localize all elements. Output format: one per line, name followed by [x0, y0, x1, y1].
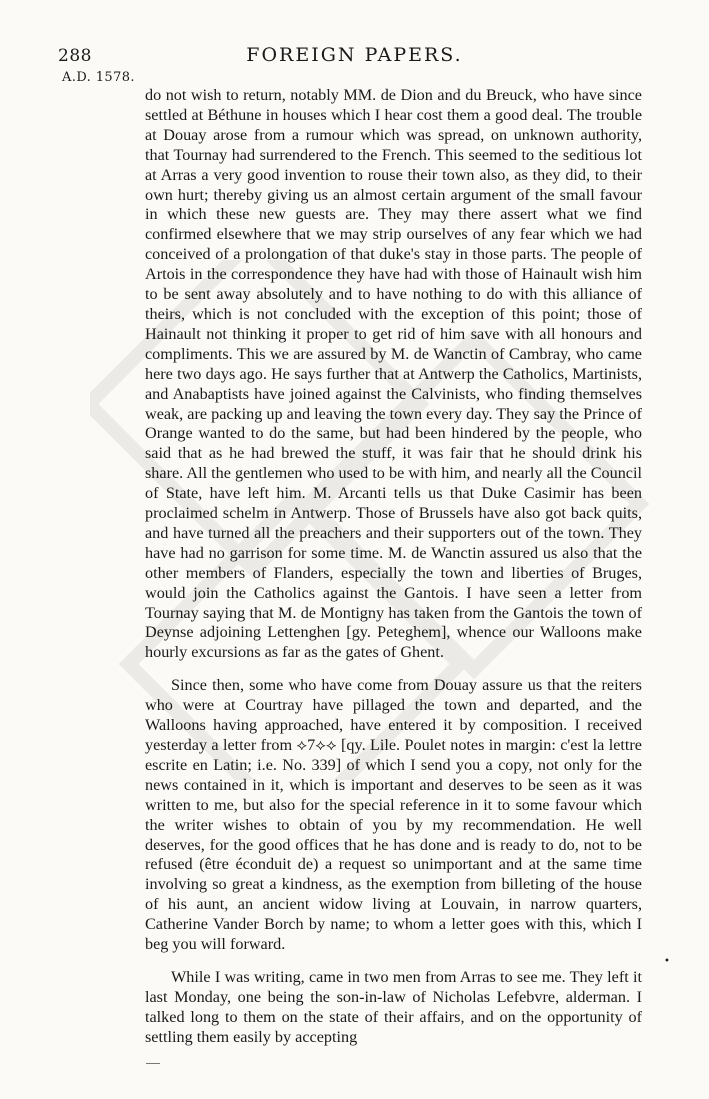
year-margin-note: A.D. 1578. — [62, 70, 135, 85]
margin-dash — [146, 1063, 160, 1064]
paragraph-1: do not wish to return, notably MM. de Dion and du Breuck, who have since settled at Béthune in houses which I hear cost them a good deal. The trouble at Douay arose from a rumour which was spread, on unknown authority, that Tournay had surrendered to the French. This seemed to the seditious lot at Arras a very good invention to rouse their town also, as they did, to their own hurt; thereby giving us an almost certain argument of the small favour in which these new guests are. They may there assert what we find confirmed elsewhere that we may strip ourselves of any fear which we had conceived of a prolongation of that duke's stay in those parts. The people of Artois in the correspondence they have had with those of Hainault wish him to be sent away absolutely and to have nothing to do with this alliance of theirs, which is not concluded with the exception of this point; those of Hainault not thinking it proper to get rid of him save with all honours and compliments. This we are assured by M. de Wanctin of Cambray, who came here two days ago. He says further that at Antwerp the Catholics, Martinists, and Anabaptists have joined against the Calvinists, who finding themselves weak, are packing up and leaving the town every day. They say the Prince of Orange wanted to do the same, but had been hindered by the people, who said that as he had brewed the stuff, it was fair that he should drink his share. All the gentlemen who used to be with him, and nearly all the Council of State, have left him. M. Arcanti tells us that Duke Casimir has been proclaimed schelm in Antwerp. Those of Brussels have also got back quits, and have turned all the preachers and their supporters out of the town. They have had no garrison for some time. M. de Wanctin assured us also that the other members of Flanders, especially the town and liberties of Bruges, would join the Catholics against the Gantois. I have seen a letter from Tournay saying that M. de Montigny has taken from the Gantois the town of Deynse adjoining Lettenghen [gy. Peteghem], whence our Walloons make hourly excursions as far as the gates of Ghent. — [145, 86, 642, 662]
paragraph-3: While I was writing, came in two men from Arras to see me. They left it last Monday, one being the son-in-law of Nicholas Lefebvre, alderman. I talked long to them on the state of their affairs, and on the opportunity of settling them easily by accepting — [145, 967, 642, 1046]
running-title: FOREIGN PAPERS. — [246, 44, 463, 66]
paragraph-2: Since then, some who have come from Douay assure us that the reiters who were at Courtray have pillaged the town and departed, and the Walloons having approached, have entered it by composition. I received yesterday a letter from ⟡7⟡⟡ [qy. Lile. Poulet notes in margin: c'est la lettre escrite en Latin; i.e. No. 339] of which I send you a copy, not only for the news contained in it, which is important and deserves to be seen as it was written to me, but also for the special reference in it to some favour which the writer wishes to obtain of you by my recommendation. He well deserves, for the good offices that he has done and is ready to do, not to be refused (être éconduit de) a request so unimportant and at the same time involving so great a kindness, as the exemption from billeting of the house of his aunt, an ancient widow living at Louvain, in narrow quarters, Catherine Vander Borch by name; to whom a letter goes with this, which I beg you will forward. — [145, 676, 642, 954]
margin-dot: • — [664, 956, 670, 967]
body-text — [145, 86, 642, 1048]
page-number: 288 — [58, 46, 92, 66]
